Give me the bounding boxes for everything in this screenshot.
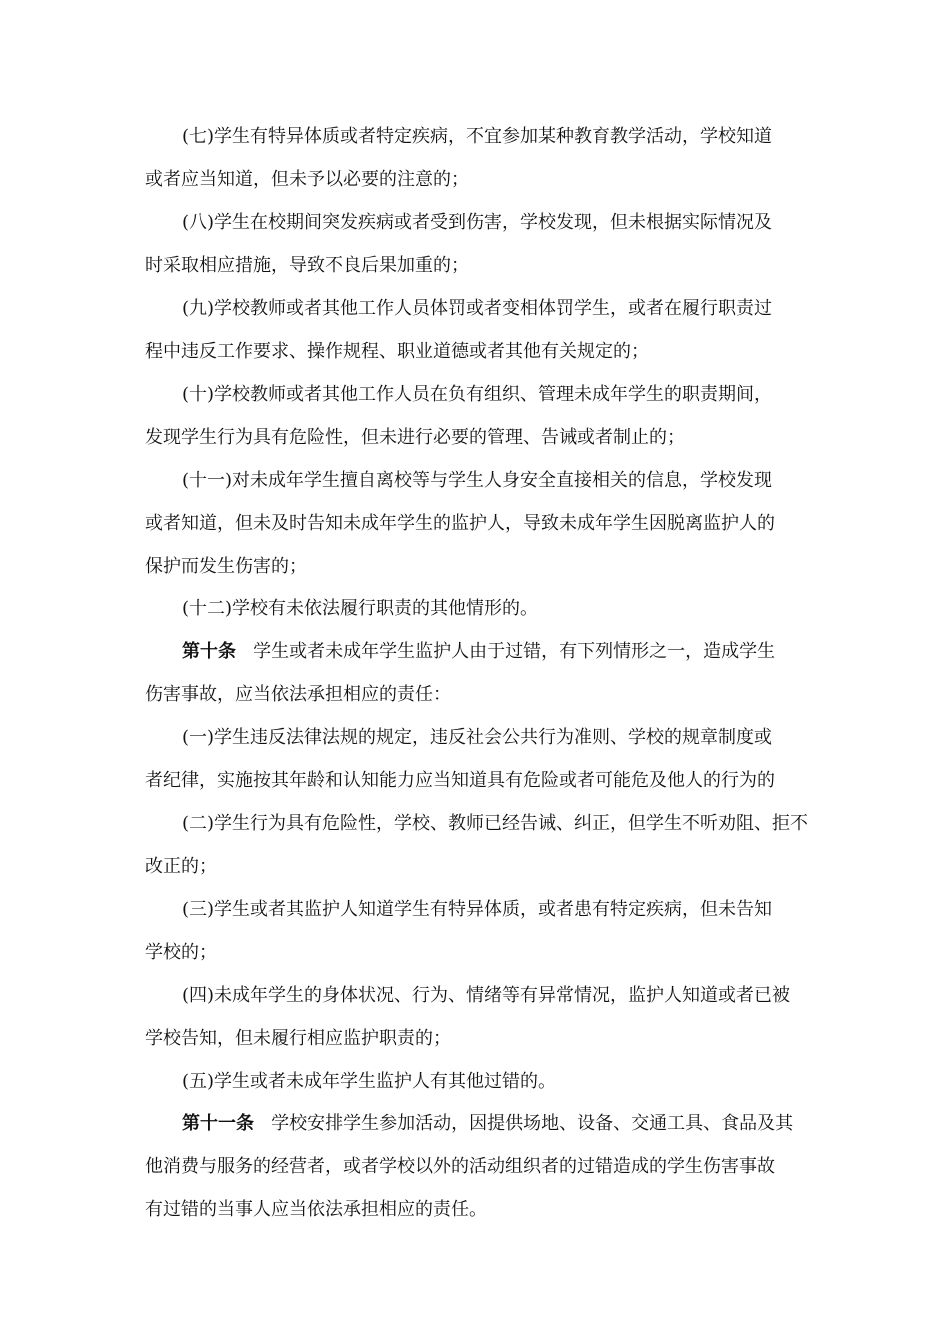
text-line: 改正的； xyxy=(145,856,217,877)
text-line: 或者知道，但未及时告知未成年学生的监护人，导致未成年学生因脱离监护人的 xyxy=(145,513,775,534)
text-line: (十)学校教师或者其他工作人员在负有组织、管理未成年学生的职责期间， xyxy=(182,384,773,405)
text-line: 学校告知，但未履行相应监护职责的； xyxy=(145,1028,451,1049)
text-line: 者纪律，实施按其年龄和认知能力应当知道具有危险或者可能危及他人的行为的 xyxy=(145,770,775,791)
text-line: 伤害事故，应当依法承担相应的责任： xyxy=(145,684,451,705)
article-heading: 第十一条 xyxy=(182,1113,254,1134)
text-line: 发现学生行为具有危险性，但未进行必要的管理、告诫或者制止的； xyxy=(145,427,685,448)
text-line: 学校安排学生参加活动，因提供场地、设备、交通工具、食品及其 xyxy=(271,1113,794,1134)
text-line: 他消费与服务的经营者，或者学校以外的活动组织者的过错造成的学生伤害事故 xyxy=(145,1156,775,1177)
text-line: (十一)对未成年学生擅自离校等与学生人身安全直接相关的信息，学校发现 xyxy=(182,470,773,491)
text-line: 有过错的当事人应当依法承担相应的责任。 xyxy=(145,1199,487,1220)
text-line: 时采取相应措施，导致不良后果加重的； xyxy=(145,255,469,276)
text-line: (三)学生或者其监护人知道学生有特异体质，或者患有特定疾病，但未告知 xyxy=(182,899,773,920)
text-line: (二)学生行为具有危险性，学校、教师已经告诫、纠正，但学生不听劝阻、拒不 xyxy=(182,813,809,834)
text-line: (五)学生或者未成年学生监护人有其他过错的。 xyxy=(182,1071,557,1092)
article-heading: 第十条 xyxy=(182,641,236,662)
article-paragraph xyxy=(182,641,811,663)
text-line: (八)学生在校期间突发疾病或者受到伤害，学校发现，但未根据实际情况及 xyxy=(182,212,773,233)
text-line: 或者应当知道，但未予以必要的注意的； xyxy=(145,169,469,190)
article-paragraph xyxy=(182,1113,811,1135)
text-line: 保护而发生伤害的； xyxy=(145,556,307,577)
text-line: (一)学生违反法律法规的规定，违反社会公共行为准则、学校的规章制度或 xyxy=(182,727,773,748)
text-line: (九)学校教师或者其他工作人员体罚或者变相体罚学生，或者在履行职责过 xyxy=(182,298,773,319)
text-line: (十二)学校有未依法履行职责的其他情形的。 xyxy=(182,598,539,619)
text-line: (七)学生有特异体质或者特定疾病，不宜参加某种教育教学活动，学校知道 xyxy=(182,126,773,147)
text-line: 学校的； xyxy=(145,942,217,963)
text-line: (四)未成年学生的身体状况、行为、情绪等有异常情况，监护人知道或者已被 xyxy=(182,985,791,1006)
text-line: 学生或者未成年学生监护人由于过错，有下列情形之一，造成学生 xyxy=(253,641,776,662)
text-line: 程中违反工作要求、操作规程、职业道德或者其他有关规定的； xyxy=(145,341,649,362)
